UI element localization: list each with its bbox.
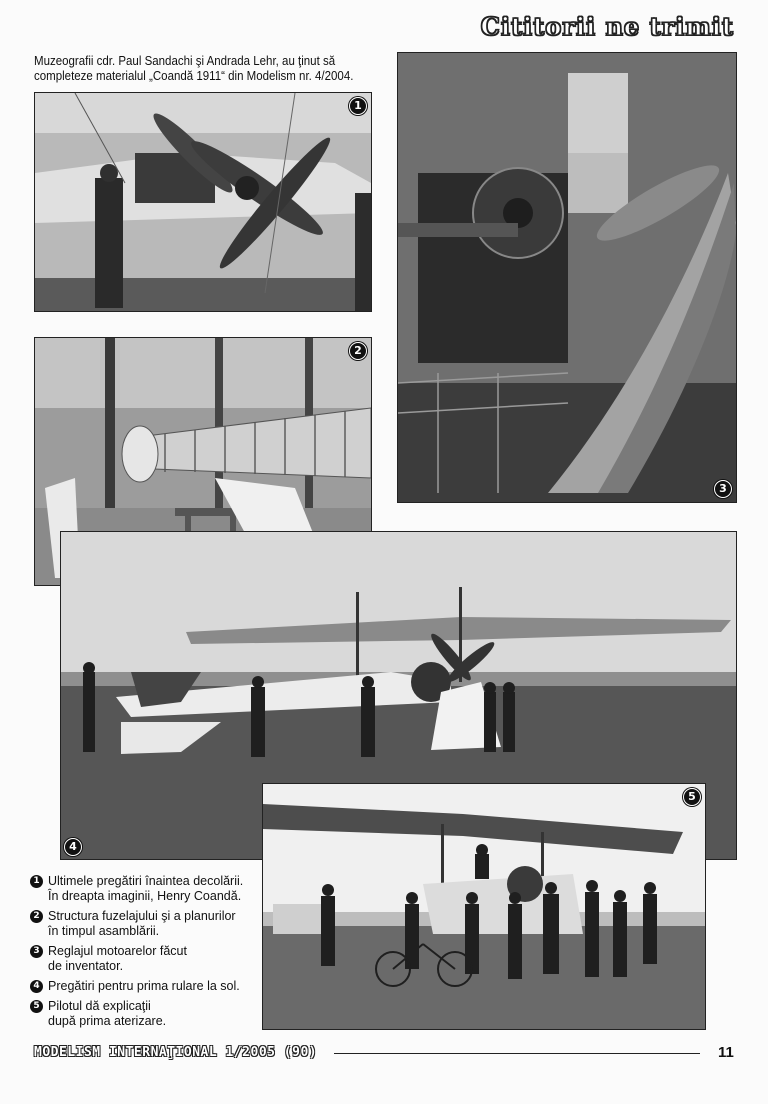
- page-number: 11: [718, 1044, 734, 1061]
- caption-2: [30, 909, 262, 939]
- photo-captions: [30, 874, 262, 1034]
- photo-3-number-badge: 3: [714, 480, 732, 498]
- intro-line-1: Muzeografii cdr. Paul Sandachi şi Andrada Lehr, au ţinut să: [34, 54, 336, 68]
- caption-3: [30, 944, 262, 974]
- photo-5: [262, 783, 706, 1030]
- photo-1-number-badge: 1: [349, 97, 367, 115]
- photo-2-number-badge: 2: [349, 342, 367, 360]
- footer-publication-title: MODELISM INTERNAŢIONAL 1/2005 (90): [34, 1045, 318, 1060]
- caption-4-number: 4: [30, 980, 43, 993]
- caption-5: [30, 999, 262, 1029]
- caption-5-line-2: după prima aterizare.: [48, 1014, 167, 1028]
- photo-3-image: [398, 53, 736, 502]
- caption-1: [30, 874, 262, 904]
- caption-4-line-1: Pregătiri pentru prima rulare la sol.: [48, 979, 240, 993]
- footer-divider: [334, 1053, 700, 1054]
- caption-1-line-1: Ultimele pregătiri înaintea decolării.: [48, 874, 244, 888]
- caption-2-number: 2: [30, 910, 43, 923]
- photo-5-number-badge: 5: [683, 788, 701, 806]
- caption-4: [30, 979, 262, 994]
- caption-3-number: 3: [30, 945, 43, 958]
- photo-3: [397, 52, 737, 503]
- caption-5-number: 5: [30, 1000, 43, 1013]
- caption-5-line-1: Pilotul dă explicaţii: [48, 999, 151, 1013]
- intro-text: [34, 54, 356, 84]
- caption-3-line-2: de inventator.: [48, 959, 124, 973]
- photo-1: [34, 92, 372, 312]
- intro-line-2: completeze materialul „Coandă 1911“ din Modelism nr. 4/2004.: [34, 69, 354, 83]
- caption-1-number: 1: [30, 875, 43, 888]
- page-header-title: Cititorii ne trimit: [480, 12, 734, 41]
- photo-4-number-badge: 4: [64, 838, 82, 856]
- caption-2-line-1: Structura fuzelajului şi a planurilor: [48, 909, 236, 923]
- caption-3-line-1: Reglajul motoarelor făcut: [48, 944, 187, 958]
- caption-2-line-2: în timpul asamblării.: [48, 924, 160, 938]
- photo-1-image: [35, 93, 371, 311]
- caption-1-line-2: În dreapta imaginii, Henry Coandă.: [48, 889, 242, 903]
- photo-5-image: [263, 784, 705, 1029]
